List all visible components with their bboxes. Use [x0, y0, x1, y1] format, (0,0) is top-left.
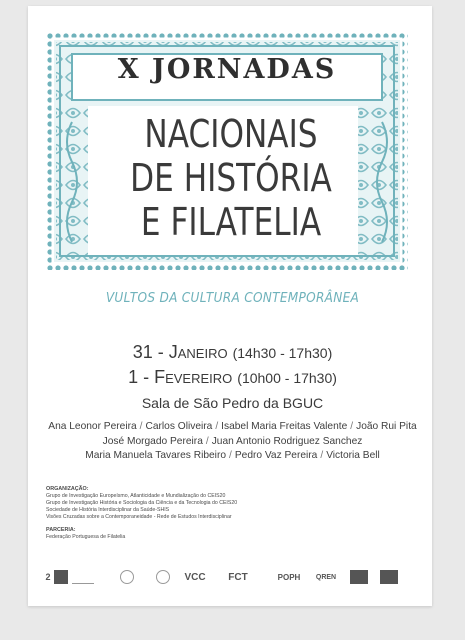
parceria-heading: PARCERIA: [46, 527, 76, 533]
speakers-list [0, 420, 465, 464]
date-2: 1 - Fevereiro [128, 367, 233, 387]
parceria-item: Federação Portuguesa de Filatelia [46, 534, 126, 540]
speaker: Juan Antonio Rodriguez Sanchez [211, 435, 363, 447]
logo-poph: POPH [274, 570, 304, 584]
event-venue: Sala de São Pedro da BGUC [141, 395, 324, 411]
page-number: 2 [45, 572, 51, 582]
organizacao-item: Sociedade de História Interdisciplinar da Saúde-SHIS [46, 507, 170, 513]
separator: / [320, 450, 324, 461]
speaker: Victoria Bell [326, 450, 380, 461]
separator: / [205, 435, 209, 447]
logo-ceis20 [54, 570, 68, 584]
title-line-1: NACIONAIS [144, 112, 318, 156]
speaker: Maria Manuela Tavares Ribeiro [85, 450, 227, 461]
hours-1: (14h30 - 17h30) [232, 345, 333, 361]
logo-vcc: VCC [182, 570, 208, 584]
date-1: 31 - Janeiro [132, 342, 228, 362]
separator: / [215, 421, 219, 432]
separator: / [350, 421, 354, 432]
speaker: Carlos Oliveira [145, 421, 213, 432]
organizacao-item: Visões Cruzadas sobre a Contemporaneidade - Rede de Estudos Interdisciplinar [46, 514, 232, 520]
organizacao-item: Grupo de Investigação Europeísmo, Atlanticidade e Mundialização do CEIS20 [46, 493, 226, 499]
logo-seal-1 [120, 570, 134, 584]
speaker: João Rui Pita [356, 421, 417, 432]
hours-2: (10h00 - 17h30) [237, 370, 337, 386]
organizers-block [46, 486, 346, 541]
title-line-2: DE HISTÓRIA [130, 156, 332, 200]
sponsor-logos [44, 568, 404, 588]
event-edition-title: X JORNADAS [117, 54, 337, 85]
title-line-3: E FILATELIA [140, 200, 322, 244]
speaker: Pedro Vaz Pereira [234, 450, 318, 461]
logo-eu-flag [350, 570, 368, 584]
logo-small-text [72, 570, 94, 584]
logo-eu-fund [380, 570, 398, 584]
date-line-2 [0, 365, 465, 390]
separator: / [139, 421, 143, 432]
speakers-line-3 [0, 449, 465, 464]
event-dates [0, 340, 465, 390]
logo-fct: FCT [224, 570, 252, 584]
organizacao-heading: ORGANIZAÇÃO: [46, 486, 89, 492]
logo-seal-2 [156, 570, 170, 584]
speaker: Ana Leonor Pereira [48, 421, 137, 432]
separator: / [229, 450, 232, 461]
speakers-line-1 [0, 420, 465, 435]
event-main-title [120, 112, 341, 244]
event-subtitle: VULTOS DA CULTURA CONTEMPORÂNEA [105, 290, 360, 306]
speakers-line-2 [0, 435, 465, 450]
speaker: José Morgado Pereira [102, 435, 203, 447]
date-line-1 [0, 340, 465, 365]
logo-qren: QREN [310, 570, 342, 584]
organizacao-item: Grupo de Investigação História e Sociologia da Ciência e da Tecnologia do CEIS20 [46, 500, 238, 506]
speaker: Isabel Maria Freitas Valente [221, 421, 348, 432]
